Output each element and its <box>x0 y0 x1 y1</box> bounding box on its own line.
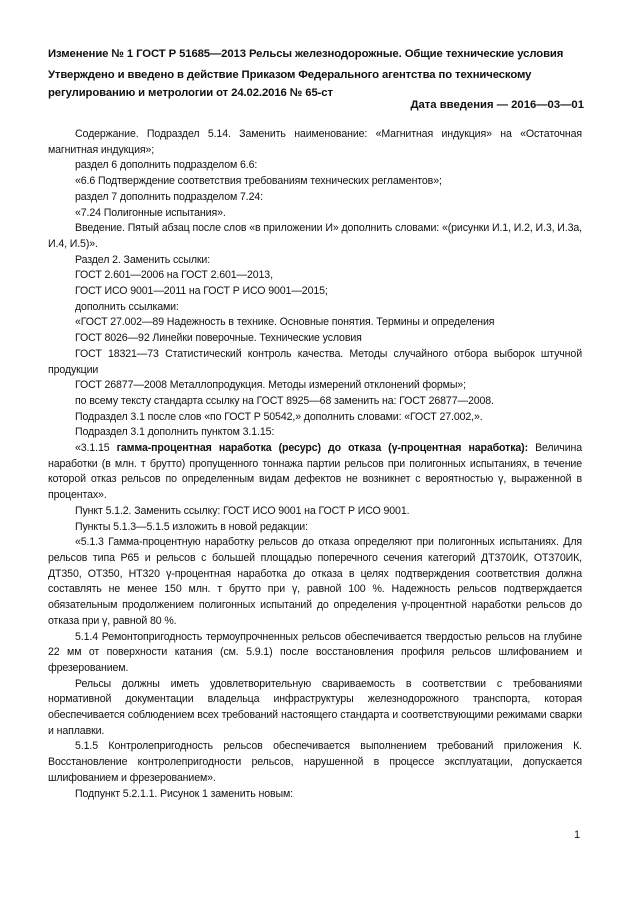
effective-date: Дата введения — 2016—03—01 <box>410 99 584 111</box>
paragraph: Подраздел 3.1 после слов «по ГОСТ Р 50542,» дополнить словами: «ГОСТ 27.002,». <box>75 410 483 423</box>
paragraph: «5.1.3 Гамма-процентную наработку рельсов до отказа определяют при полигонных испытаниях. Для рельсов типа Р65 и рельсов с большей площадью поперечного сечения категорий ДТ370ИК, ОТ370ИК, ДТ350, ОТ350, НТ320 γ-процентная наработка до отказа в целях подтверждения соответствия должна составлять не менее 150 млн. т брутто при γ, равной 100 %. Надежность рельсов подтверждается обязательным продолжением полигонных испытаний до определения γ-процентной наработки рельсов до отказа при γ, равной 80 %. <box>48 536 582 627</box>
paragraph: Рельсы должны иметь удовлетворительную свариваемость в соответствии с требованиями нормативной документации владельца инфраструктуры железнодорожного транспорта, которая обеспечивается соблюдением всех требований настоящего стандарта и соответствующими режимами сварки и наплавки. <box>48 677 582 737</box>
definition-3-1-15 <box>48 441 582 504</box>
paragraph: ГОСТ 18321—73 Статистический контроль качества. Методы случайного отбора выборок штучной продукции <box>48 347 582 376</box>
paragraph: раздел 7 дополнить подразделом 7.24: <box>75 190 263 203</box>
paragraph: «ГОСТ 27.002—89 Надежность в технике. Основные понятия. Термины и определения <box>75 316 495 329</box>
paragraph: раздел 6 дополнить подразделом 6.6: <box>75 159 258 172</box>
paragraph: дополнить ссылками: <box>75 300 179 313</box>
paragraph: «6.6 Подтверждение соответствия требованиям технических регламентов»; <box>75 175 442 188</box>
paragraph: Раздел 2. Заменить ссылки: <box>75 253 211 266</box>
paragraph: по всему тексту стандарта ссылку на ГОСТ 8925—68 заменить на: ГОСТ 26877—2008. <box>75 394 494 407</box>
amendment-title: Изменение № 1 ГОСТ Р 51685—2013 Рельсы железнодорожные. Общие технические условия <box>48 48 564 60</box>
page-number: 1 <box>574 829 580 841</box>
paragraph: ГОСТ 2.601—2006 на ГОСТ 2.601—2013, <box>75 269 273 282</box>
paragraph: Введение. Пятый абзац после слов «в приложении И» дополнить словами: «(рисунки И.1, И.2, И.3, И.3а, И.4, И.5)». <box>48 222 582 250</box>
paragraph: Пункты 5.1.3—5.1.5 изложить в новой редакции: <box>75 520 308 533</box>
paragraph: ГОСТ 8026—92 Линейки поверочные. Технические условия <box>75 332 362 345</box>
definition-text: Величина наработки (в млн. т брутто) пропущенного тоннажа партии рельсов при полигонных испытаниях, в течение которой отказ рельсов по определенным видам дефектов не возникнет с вероятностью γ, выраженной в процентах». <box>48 442 582 502</box>
definition-term: гамма-процентная наработка (ресурс) до отказа (γ-процентная наработка): <box>116 442 528 455</box>
document-body <box>48 127 582 802</box>
paragraph: «7.24 Полигонные испытания». <box>75 206 226 219</box>
paragraph: Пункт 5.1.2. Заменить ссылку: ГОСТ ИСО 9001 на ГОСТ Р ИСО 9001. <box>75 504 410 517</box>
paragraph: Содержание. Подраздел 5.14. Заменить наименование: «Магнитная индукция» на «Остаточная магнитная индукция»; <box>48 128 582 156</box>
paragraph: 5.1.5 Контролепригодность рельсов обеспечивается выполнением требований приложения К. Восстановление контролепригодности рельсов, нарушенной в процессе эксплуатации, допускается шлифованием и фрезерованием». <box>48 740 582 784</box>
approval-statement: Утверждено и введено в действие Приказом Федерального агентства по техническому регулированию и метрологии от 24.02.2016 № 65-ст <box>48 69 532 99</box>
paragraph: Подраздел 3.1 дополнить пунктом 3.1.15: <box>75 426 275 439</box>
paragraph: ГОСТ 26877—2008 Металлопродукция. Методы измерений отклонений формы»; <box>75 379 466 392</box>
definition-prefix: «3.1.15 <box>75 442 117 455</box>
paragraph: 5.1.4 Ремонтопригодность термоупрочненных рельсов обеспечивается твердостью рельсов на глубине 22 мм от поверхности катания (см. 5.9.1) после восстановления профиля рельсов шлифованием и фрезерованием. <box>48 630 582 674</box>
paragraph: Подпункт 5.2.1.1. Рисунок 1 заменить новым: <box>75 787 293 800</box>
paragraph: ГОСТ ИСО 9001—2011 на ГОСТ Р ИСО 9001—2015; <box>75 285 328 298</box>
